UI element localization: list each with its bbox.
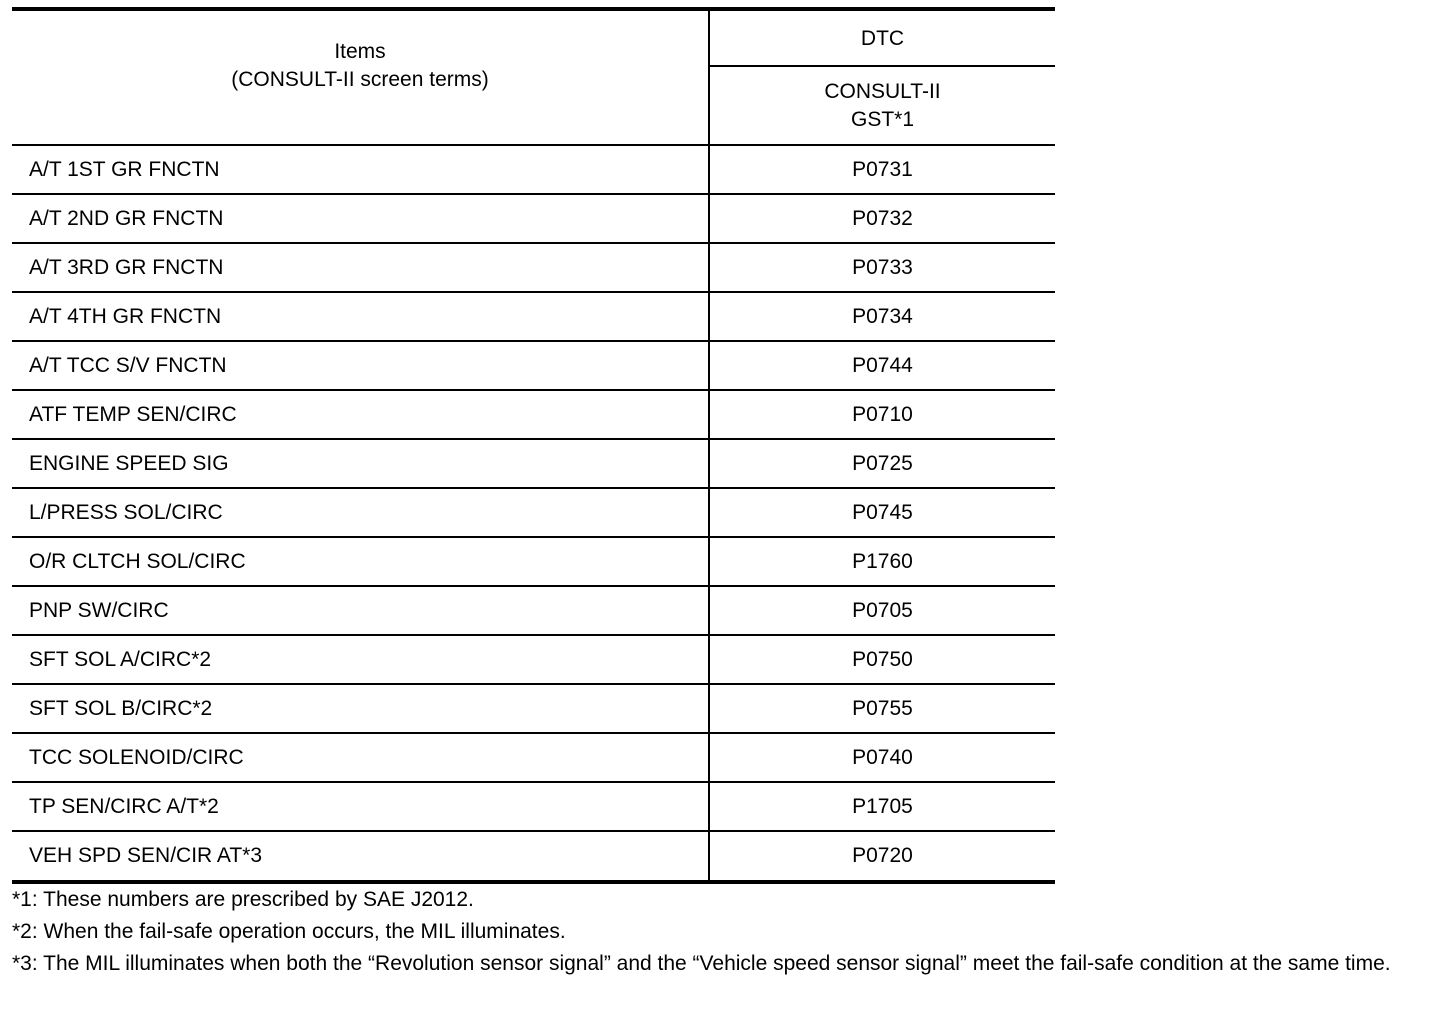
items-header-subtitle: (CONSULT-II screen terms)	[231, 67, 489, 91]
header-row-top	[12, 9, 1055, 66]
table-row	[12, 782, 1055, 831]
item-cell: VEH SPD SEN/CIR AT*3	[12, 831, 709, 882]
table-row	[12, 733, 1055, 782]
item-cell: A/T 2ND GR FNCTN	[12, 194, 709, 243]
table-row	[12, 292, 1055, 341]
dtc-code-cell: P0740	[709, 733, 1055, 782]
item-cell: A/T 4TH GR FNCTN	[12, 292, 709, 341]
item-cell: PNP SW/CIRC	[12, 586, 709, 635]
item-cell: SFT SOL A/CIRC*2	[12, 635, 709, 684]
item-cell: ATF TEMP SEN/CIRC	[12, 390, 709, 439]
table-row	[12, 390, 1055, 439]
items-header-title: Items	[334, 39, 386, 63]
table-row	[12, 684, 1055, 733]
item-cell: A/T 1ST GR FNCTN	[12, 145, 709, 194]
item-cell: SFT SOL B/CIRC*2	[12, 684, 709, 733]
item-cell: TCC SOLENOID/CIRC	[12, 733, 709, 782]
item-cell: A/T TCC S/V FNCTN	[12, 341, 709, 390]
items-column-header	[12, 9, 709, 145]
dtc-code-cell: P0732	[709, 194, 1055, 243]
item-cell: A/T 3RD GR FNCTN	[12, 243, 709, 292]
table-row	[12, 586, 1055, 635]
table-row	[12, 831, 1055, 882]
dtc-code-cell: P0725	[709, 439, 1055, 488]
footnotes	[12, 886, 1432, 982]
item-cell: ENGINE SPEED SIG	[12, 439, 709, 488]
table-row	[12, 243, 1055, 292]
item-cell: TP SEN/CIRC A/T*2	[12, 782, 709, 831]
footnote-3: *3: The MIL illuminates when both the “Revolution sensor signal” and the “Vehicle speed sensor signal” meet the fail-safe condition at the same time.	[12, 952, 1391, 975]
dtc-code-cell: P0710	[709, 390, 1055, 439]
table-row	[12, 145, 1055, 194]
dtc-column-header: DTC	[709, 9, 1055, 66]
consult-column-header	[709, 66, 1055, 145]
dtc-code-cell: P0744	[709, 341, 1055, 390]
dtc-code-cell: P0734	[709, 292, 1055, 341]
table-row	[12, 488, 1055, 537]
consult-header-line2: GST*1	[850, 107, 915, 131]
table-body	[12, 145, 1055, 882]
dtc-code-cell: P0745	[709, 488, 1055, 537]
table-row	[12, 194, 1055, 243]
dtc-code-cell: P1705	[709, 782, 1055, 831]
dtc-code-cell: P0755	[709, 684, 1055, 733]
table-row	[12, 439, 1055, 488]
item-cell: L/PRESS SOL/CIRC	[12, 488, 709, 537]
dtc-code-cell: P0731	[709, 145, 1055, 194]
dtc-code-cell: P1760	[709, 537, 1055, 586]
table-header	[12, 9, 1055, 145]
footnote-1: *1: These numbers are prescribed by SAE J2012.	[12, 888, 474, 911]
dtc-code-cell: P0705	[709, 586, 1055, 635]
dtc-table	[12, 7, 1055, 884]
table-row	[12, 537, 1055, 586]
dtc-code-cell: P0750	[709, 635, 1055, 684]
table-row	[12, 341, 1055, 390]
item-cell: O/R CLTCH SOL/CIRC	[12, 537, 709, 586]
table-row	[12, 635, 1055, 684]
dtc-code-cell: P0720	[709, 831, 1055, 882]
footnote-2: *2: When the fail-safe operation occurs, the MIL illuminates.	[12, 920, 566, 943]
consult-header-line1: CONSULT-II	[824, 79, 941, 103]
dtc-code-cell: P0733	[709, 243, 1055, 292]
